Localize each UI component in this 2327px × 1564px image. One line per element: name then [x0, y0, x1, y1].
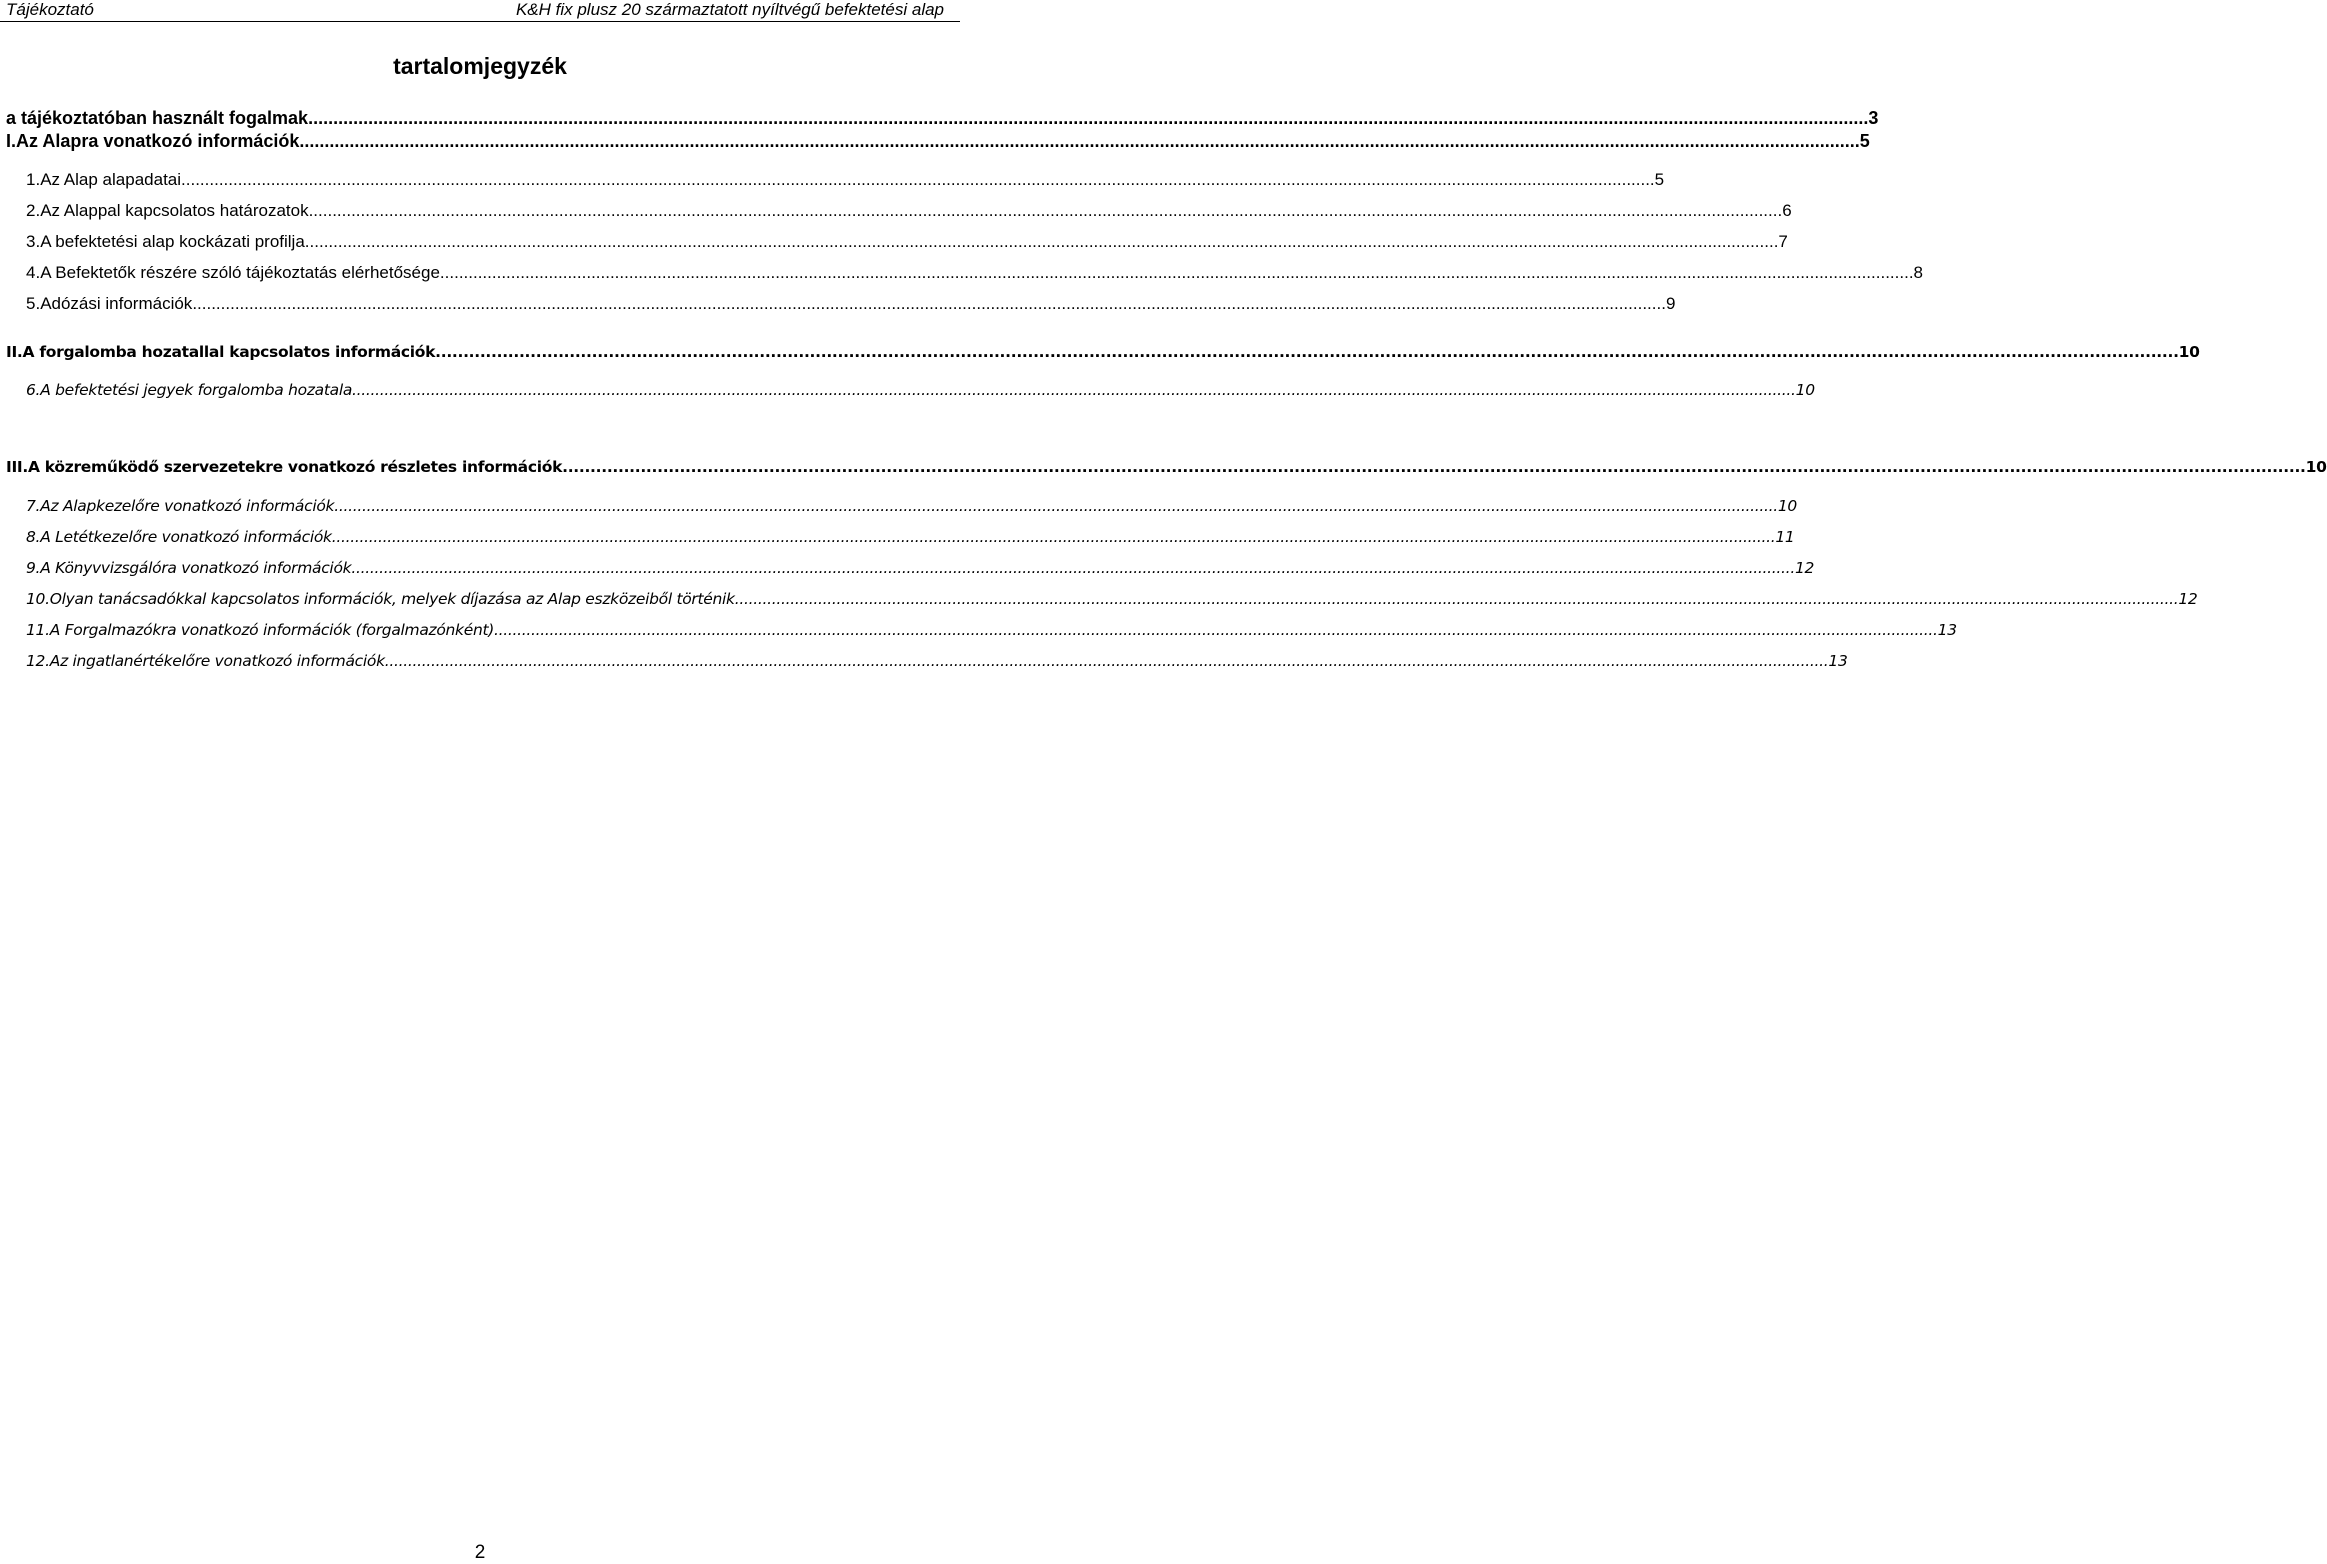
toc-leader-dots — [308, 108, 1868, 129]
toc-leader-dots — [562, 458, 2306, 476]
toc-entry-number: 2. — [26, 201, 41, 220]
toc-entry-title: A forgalomba hozatallal kapcsolatos információk — [22, 343, 436, 361]
toc-entry-title: Az Alapkezelőre vonatkozó információk — [40, 497, 335, 515]
toc-entry-title: Az Alappal kapcsolatos határozatok — [40, 201, 309, 220]
toc-entry-page: 6 — [1782, 201, 1792, 220]
toc-entry-title: Adózási információk — [40, 294, 193, 313]
toc-entry-page: 13 — [1937, 621, 1957, 639]
toc-entry-number: 5. — [26, 294, 41, 313]
toc-leader-dots — [352, 381, 1796, 399]
toc-entry-number: II. — [6, 343, 23, 361]
toc-leader-dots — [332, 528, 1776, 546]
toc-entry[interactable] — [0, 232, 1788, 256]
toc-leader-dots — [334, 497, 1778, 515]
toc-entry-page: 9 — [1665, 294, 1676, 313]
toc-leader-dots — [735, 590, 2179, 608]
toc-entry-page: 5 — [1859, 131, 1870, 151]
toc-entry-title: Olyan tanácsadókkal kapcsolatos információk, melyek díjazása az Alap eszközeiből történik — [49, 590, 735, 608]
toc-leader-dots — [299, 131, 1859, 152]
toc-entry-number: 7. — [26, 497, 41, 515]
toc-leader-dots — [435, 343, 2179, 361]
toc-entry-page: 11 — [1775, 528, 1795, 546]
toc-entry-title: A befektetési alap kockázati profilja — [40, 232, 305, 251]
toc-entry-page: 13 — [1828, 652, 1848, 670]
toc-entry-page: 5 — [1654, 170, 1665, 189]
toc-title: tartalomjegyzék — [393, 53, 567, 79]
toc-entry-number: 9. — [26, 559, 41, 577]
toc-entry[interactable] — [0, 497, 1797, 521]
toc-entry[interactable] — [0, 652, 1848, 676]
toc-entry-page: 3 — [1868, 108, 1879, 128]
toc-entry-number: 8. — [26, 528, 41, 546]
page-number: 2 — [474, 1542, 486, 1563]
toc-entry-title: A közreműködő szervezetekre vonatkozó részletes információk — [28, 458, 563, 476]
toc-entry-page: 7 — [1778, 232, 1788, 251]
toc-entry[interactable] — [0, 528, 1795, 552]
toc-leader-dots — [192, 294, 1666, 314]
header-divider — [0, 21, 960, 22]
toc-entry[interactable] — [0, 343, 2200, 367]
toc-entry-number: 3. — [26, 232, 41, 251]
toc-leader-dots — [309, 201, 1783, 221]
toc-entry-page: 10 — [1777, 497, 1797, 515]
toc-leader-dots — [385, 652, 1829, 670]
toc-entry-title: A Könyvvizsgálóra vonatkozó információk — [40, 559, 352, 577]
toc-entry[interactable] — [0, 201, 1792, 225]
toc-entry-page: 10 — [2178, 343, 2200, 361]
toc-entry-title: Az Alapra vonatkozó információk — [16, 131, 300, 151]
toc-entry-title: A Befektetők részére szóló tájékoztatás elérhetősége — [40, 263, 440, 282]
toc-entry-number: 12. — [26, 652, 50, 670]
toc-entry-title: A Letétkezelőre vonatkozó információk — [40, 528, 332, 546]
toc-leader-dots — [305, 232, 1779, 252]
toc-entry[interactable] — [0, 590, 2198, 614]
toc-entry[interactable] — [0, 458, 2327, 482]
toc-entry-title: a tájékoztatóban használt fogalmak — [6, 108, 309, 128]
header-right-text: K&H fix plusz 20 származtatott nyíltvégű befektetési alap — [515, 0, 944, 19]
toc-entry-number: I. — [6, 131, 17, 151]
toc-entry-title: A Forgalmazókra vonatkozó információk (forgalmazónként) — [49, 621, 495, 639]
header-left-text: Tájékoztató — [6, 0, 94, 19]
toc-entry-number: 6. — [26, 381, 41, 399]
toc-entry[interactable] — [0, 263, 1924, 287]
toc-leader-dots — [440, 263, 1914, 283]
toc-entry[interactable] — [0, 108, 1879, 132]
toc-entry-title: Az ingatlanértékelőre vonatkozó információk — [49, 652, 385, 670]
toc-entry-page: 12 — [1794, 559, 1815, 577]
page-header — [0, 0, 960, 22]
toc-entry-page: 10 — [2305, 458, 2327, 476]
toc-leader-dots — [351, 559, 1795, 577]
toc-entry[interactable] — [0, 294, 1676, 318]
toc-entry-number: 4. — [26, 263, 41, 282]
toc-leader-dots — [181, 170, 1655, 190]
toc-entry[interactable] — [0, 621, 1957, 645]
toc-entry-title: Az Alap alapadatai — [40, 170, 182, 189]
toc-entry-number: 1. — [26, 170, 41, 189]
toc-entry[interactable] — [0, 559, 1815, 583]
toc-entry-title: A befektetési jegyek forgalomba hozatala — [40, 381, 353, 399]
toc-leader-dots — [494, 621, 1938, 639]
toc-entry-page: 8 — [1913, 263, 1924, 282]
toc-entry[interactable] — [0, 170, 1665, 194]
toc-entry[interactable] — [0, 131, 1870, 155]
toc-entry[interactable] — [0, 381, 1815, 405]
toc-entry-page: 10 — [1795, 381, 1815, 399]
toc-entry-page: 12 — [2178, 590, 2198, 608]
toc-entry-number: III. — [6, 458, 28, 476]
toc-entry-number: 10. — [26, 590, 50, 608]
toc-entry-number: 11. — [26, 621, 50, 639]
